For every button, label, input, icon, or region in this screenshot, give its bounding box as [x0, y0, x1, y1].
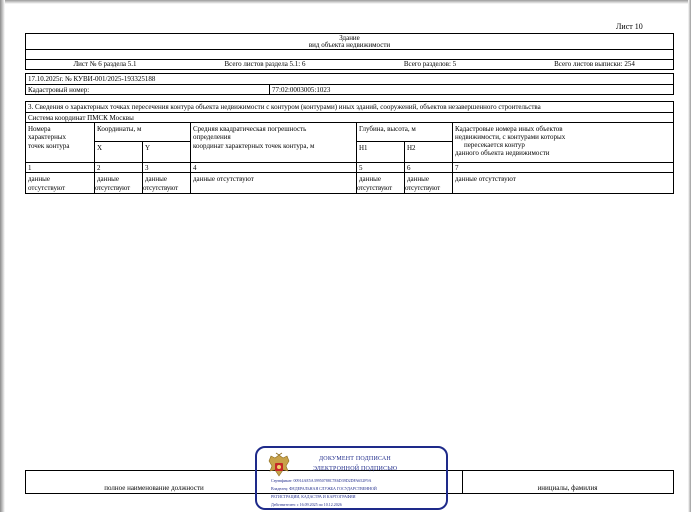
col-number: 6	[407, 164, 411, 172]
object-title: Здание	[339, 34, 360, 42]
sheets-total: Всего листов выписки: 254	[554, 60, 635, 68]
col-points-header-2: характерных	[28, 133, 67, 141]
sheet-info: Лист № 6 раздела 5.1	[73, 60, 137, 68]
col-number: 1	[28, 164, 32, 172]
cell-h1-2: отсутствуют	[357, 184, 392, 192]
name-label: инициалы, фамилия	[537, 484, 598, 492]
col-points-header-3: точек контура	[28, 142, 70, 150]
col-depth-header: Глубина, высота, м	[359, 125, 416, 133]
cell-h2-2: отсутствуют	[405, 184, 440, 192]
col-h1-header: H1	[359, 144, 368, 152]
stamp-certificate: Сертификат: 00914AE5A39950788C7E6D39D2DFA652F9A	[271, 478, 372, 483]
page-shadow-left	[0, 0, 5, 512]
col-other-header: Кадастровые номера иных объектов	[455, 125, 563, 133]
col-number: 5	[359, 164, 363, 172]
cell-points: данные	[28, 175, 50, 183]
col-number: 2	[97, 164, 101, 172]
cell-x: данные	[97, 175, 119, 183]
cadastral-label: Кадастровый номер:	[28, 86, 90, 94]
col-error-header-2: определения	[193, 133, 231, 141]
cell-x-2: отсутствуют	[95, 184, 130, 192]
sheets-in-section: Всего листов раздела 5.1: 6	[224, 60, 306, 68]
col-other-header-4: данного объекта недвижимости	[455, 149, 550, 157]
col-h2-header: H2	[407, 144, 416, 152]
col-x-header: X	[97, 144, 103, 152]
extract-date-number: 17.10.2025г. № КУВИ-001/2025-193325188	[28, 75, 156, 83]
stamp-line2: ЭЛЕКТРОННОЙ ПОДПИСЬЮ	[313, 466, 398, 472]
cadastral-value: 77:02:0003005:1023	[272, 86, 331, 94]
col-other-header-3: пересекается контур	[464, 141, 525, 149]
col-points-header: Номера	[28, 125, 51, 133]
e-signature-stamp	[255, 446, 448, 510]
cell-h2: данные	[407, 175, 429, 183]
col-number: 4	[193, 164, 197, 172]
cell-other: данные отсутствуют	[455, 175, 516, 183]
cell-h1: данные	[359, 175, 381, 183]
object-subtitle: вид объекта недвижимости	[308, 41, 391, 49]
position-label: полное наименование должности	[104, 484, 204, 492]
page-shadow-top	[0, 0, 691, 4]
stamp-issuer-1: Владелец: ФЕДЕРАЛЬНАЯ СЛУЖБА ГОСУДАРСТВЕННОЙ	[271, 486, 377, 491]
col-error-header: Средняя квадратическая погрешность	[193, 125, 307, 133]
col-other-header-2: недвижимости, с контурами которых	[455, 133, 566, 141]
stamp-issuer-2: РЕГИСТРАЦИИ, КАДАСТРА И КАРТОГРАФИИ	[271, 494, 356, 499]
coordinate-system: Система координат ПМСК Москвы	[28, 114, 134, 122]
sheet-number: Лист 10	[616, 22, 643, 31]
cell-points-2: отсутствуют	[28, 184, 66, 192]
section-heading: 3. Сведения о характерных точках пересечения контура объекта недвижимости с контуром (контурами) иных зданий, сооружений, объектов незавершенного строительства	[28, 103, 541, 111]
col-error-header-3: координат характерных точек контура, м	[193, 142, 315, 150]
col-coords-header: Координаты, м	[97, 125, 142, 133]
col-number: 3	[145, 164, 149, 172]
stamp-line1: ДОКУМЕНТ ПОДПИСАН	[319, 456, 391, 462]
cell-y-2: отсутствуют	[143, 184, 178, 192]
col-y-header: Y	[145, 144, 151, 152]
sections-total: Всего разделов: 5	[403, 60, 457, 68]
cell-error: данные отсутствуют	[193, 175, 254, 183]
stamp-validity: Действителен: с 16.09.2025 по 10.12.2026	[271, 502, 342, 507]
cell-y: данные	[145, 175, 167, 183]
col-number: 7	[455, 164, 459, 172]
